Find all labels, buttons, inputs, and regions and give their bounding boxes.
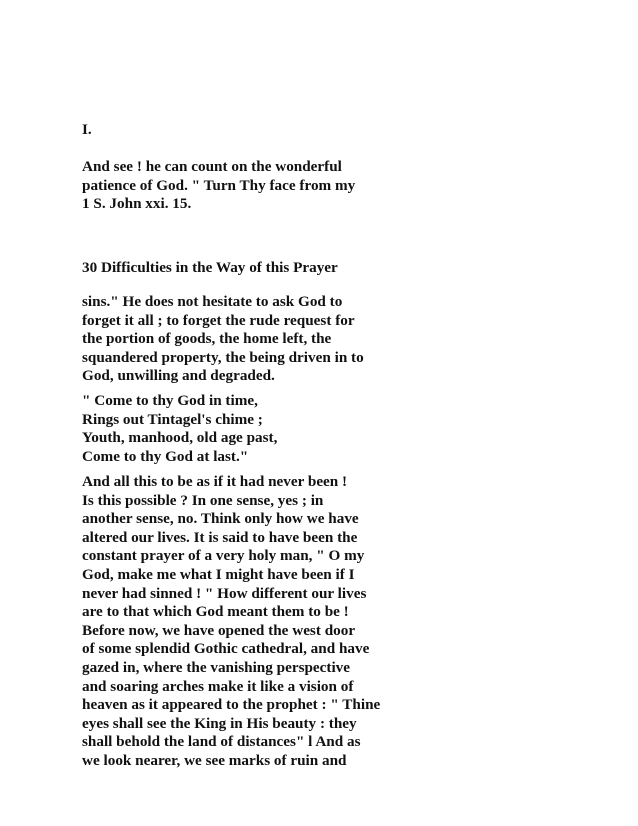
text-line: And see ! he can count on the wonderful <box>82 158 342 175</box>
text-line: 30 Difficulties in the Way of this Prayer <box>82 259 338 276</box>
text-line: heaven as it appeared to the prophet : " Thine <box>82 696 381 714</box>
text-line: I. <box>82 121 92 138</box>
text-line: God, make me what I might have been if I <box>82 565 355 583</box>
paragraph-3 <box>82 473 602 771</box>
text-line: the portion of goods, the home left, the <box>82 330 332 348</box>
text-line: altered our lives. It is said to have been the <box>82 528 358 546</box>
text-line: Is this possible ? In one sense, yes ; in <box>82 491 324 509</box>
text-line: 1 S. John xxi. 15. <box>82 195 192 213</box>
text-line: constant prayer of a very holy man, " O my <box>82 547 365 565</box>
text-line: another sense, no. Think only how we have <box>82 510 359 528</box>
text-line: eyes shall see the King in His beauty : they <box>82 714 357 732</box>
text-line: squandered property, the being driven in to <box>82 348 364 366</box>
heading-numeral <box>82 121 602 140</box>
text-line: sins." He does not hesitate to ask God to <box>82 293 343 310</box>
text-line: God, unwilling and degraded. <box>82 367 275 385</box>
text-line: And all this to be as if it had never been ! <box>82 473 348 490</box>
poem <box>82 392 602 466</box>
text-line: and soaring arches make it like a vision of <box>82 677 354 695</box>
text-line: patience of God. " Turn Thy face from my <box>82 176 356 194</box>
poem-line: " Come to thy God in time, <box>82 392 258 409</box>
poem-line: Come to thy God at last." <box>82 447 249 465</box>
text-line: shall behold the land of distances" l And as <box>82 733 361 751</box>
text-line: are to that which God meant them to be ! <box>82 603 349 621</box>
text-line: Before now, we have opened the west door <box>82 621 356 639</box>
text-line: never had sinned ! " How different our lives <box>82 584 367 602</box>
poem-line: Rings out Tintagel's chime ; <box>82 410 263 428</box>
paragraph-2 <box>82 293 602 386</box>
text-line: of some splendid Gothic cathedral, and have <box>82 640 370 658</box>
paragraph-1 <box>82 158 602 214</box>
poem-line: Youth, manhood, old age past, <box>82 429 278 447</box>
running-header <box>82 259 602 278</box>
text-line: we look nearer, we see marks of ruin and <box>82 751 347 769</box>
text-line: forget it all ; to forget the rude request for <box>82 311 355 329</box>
text-line: gazed in, where the vanishing perspective <box>82 658 351 676</box>
